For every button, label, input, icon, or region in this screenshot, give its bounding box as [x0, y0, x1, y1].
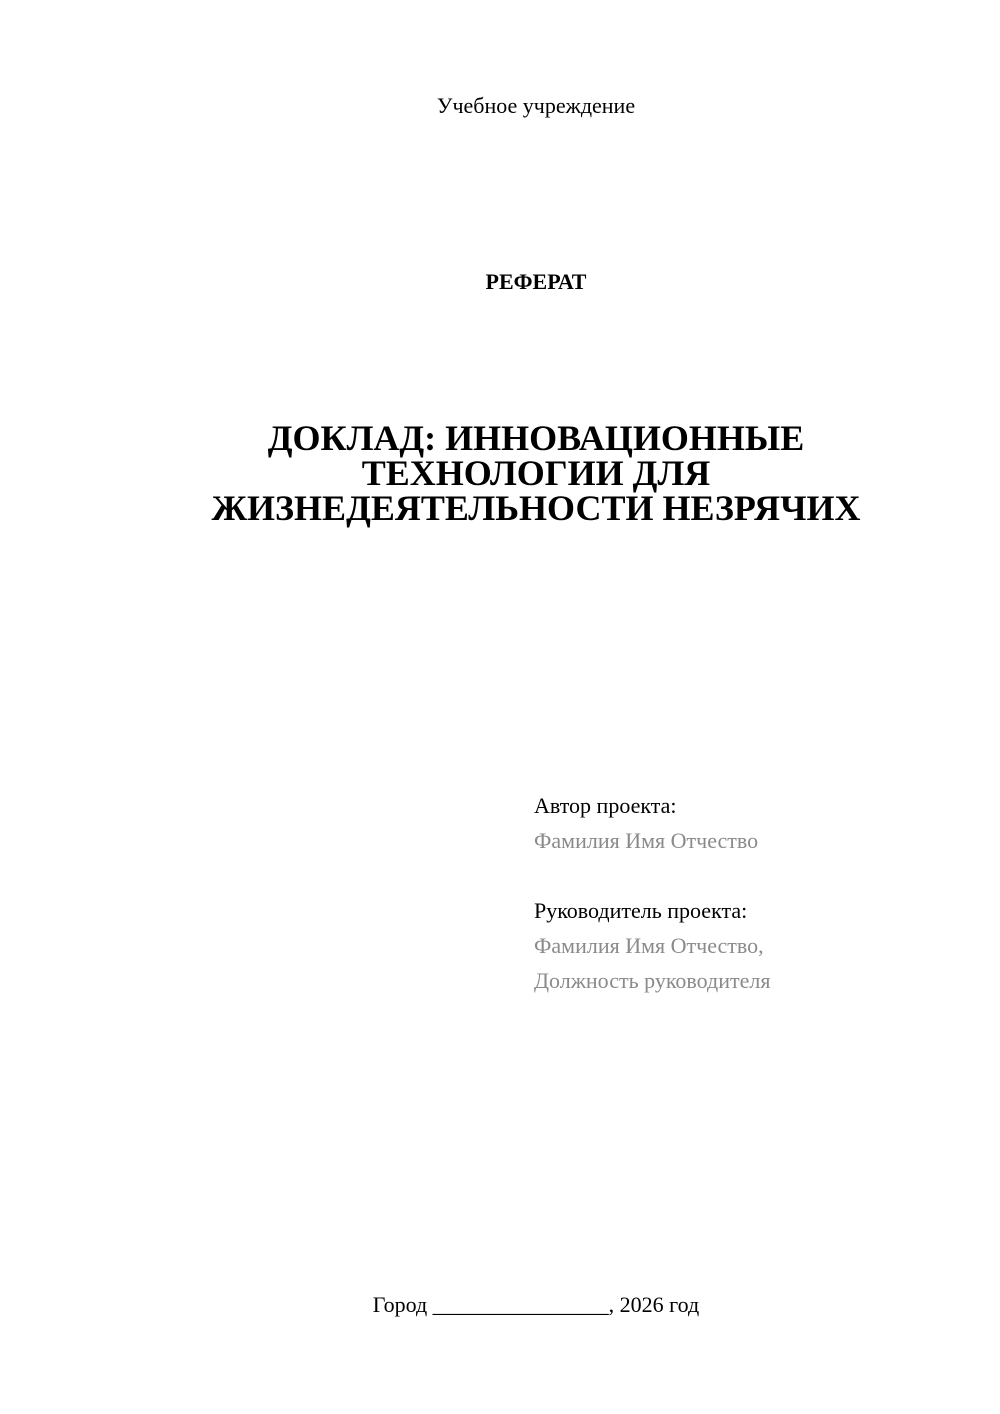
title-line: ТЕХНОЛОГИИ ДЛЯ [361, 453, 711, 493]
credits-block [534, 788, 974, 998]
supervisor-position: Должность руководителя [534, 968, 771, 993]
title-line: ДОКЛАД: ИННОВАЦИОННЫЕ [267, 418, 805, 458]
supervisor-name: Фамилия Имя Отчество, [534, 933, 764, 958]
title-line: ЖИЗНЕДЕЯТЕЛЬНОСТИ НЕЗРЯЧИХ [211, 488, 861, 528]
author-name: Фамилия Имя Отчество [534, 828, 759, 853]
document-type: РЕФЕРАТ [485, 269, 587, 294]
city-year-line: Город ________________, 2026 год [372, 1292, 700, 1317]
document-title [150, 418, 922, 528]
spacer [534, 858, 974, 893]
author-label: Автор проекта: [534, 793, 677, 818]
institution-name: Учебное учреждение [436, 93, 636, 118]
supervisor-label: Руководитель проекта: [534, 898, 748, 923]
